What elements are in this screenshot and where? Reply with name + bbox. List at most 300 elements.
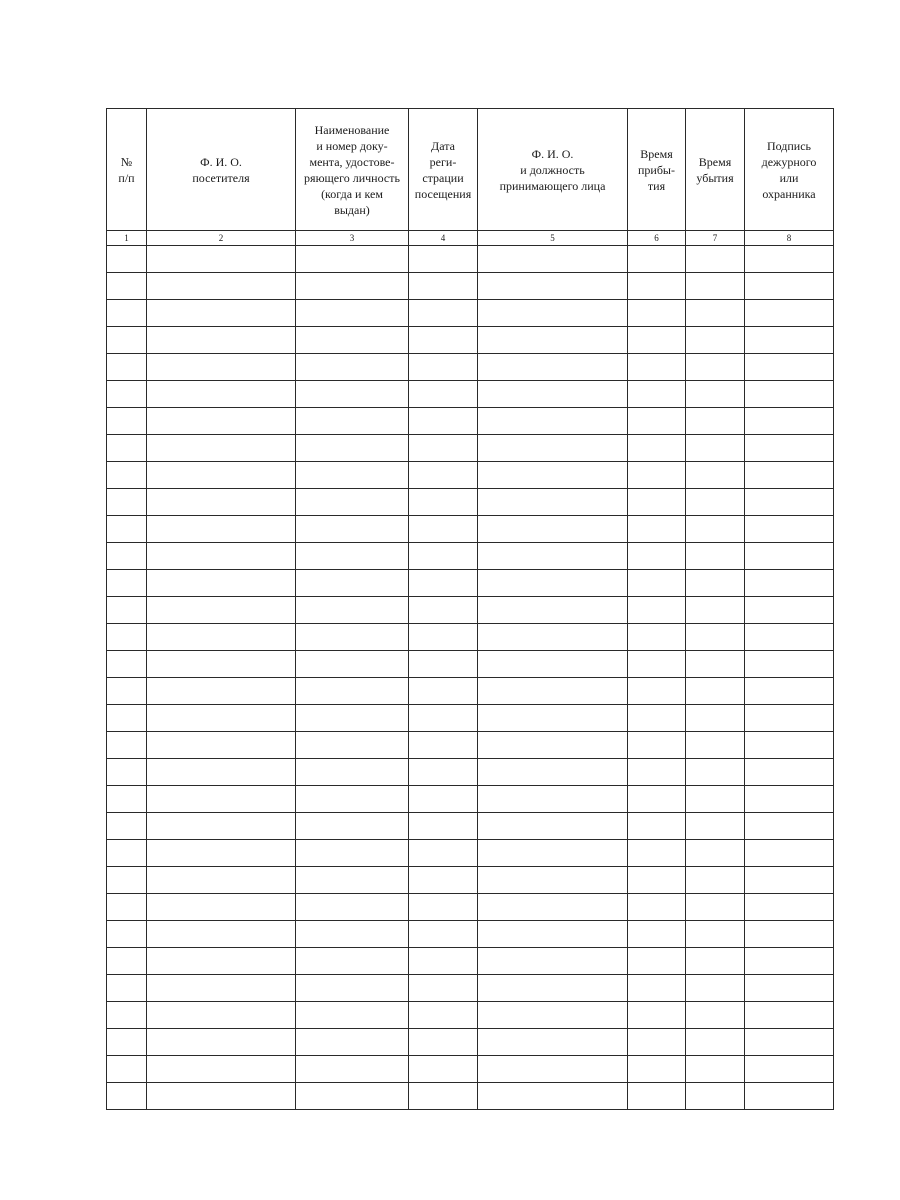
log-cell <box>478 705 628 732</box>
log-cell <box>409 246 478 273</box>
log-cell <box>107 273 147 300</box>
log-row <box>107 840 834 867</box>
log-cell <box>628 381 686 408</box>
log-cell <box>478 327 628 354</box>
log-cell <box>147 1002 296 1029</box>
log-cell <box>628 705 686 732</box>
log-cell <box>478 651 628 678</box>
log-cell <box>745 246 834 273</box>
log-cell <box>628 597 686 624</box>
log-cell <box>107 705 147 732</box>
log-cell <box>745 651 834 678</box>
log-cell <box>478 624 628 651</box>
log-cell <box>745 624 834 651</box>
log-cell <box>409 624 478 651</box>
log-row <box>107 948 834 975</box>
log-cell <box>628 408 686 435</box>
log-cell <box>686 543 745 570</box>
log-cell <box>745 678 834 705</box>
log-cell <box>147 732 296 759</box>
log-cell <box>628 678 686 705</box>
log-cell <box>409 435 478 462</box>
header-cell-visitor-name <box>147 109 296 231</box>
log-cell <box>107 651 147 678</box>
log-cell <box>147 624 296 651</box>
log-cell <box>478 1083 628 1110</box>
log-row <box>107 489 834 516</box>
log-cell <box>478 570 628 597</box>
log-row <box>107 975 834 1002</box>
log-cell <box>628 516 686 543</box>
log-cell <box>745 327 834 354</box>
log-cell <box>745 408 834 435</box>
log-cell <box>628 489 686 516</box>
log-cell <box>147 597 296 624</box>
log-cell <box>478 597 628 624</box>
log-cell <box>107 948 147 975</box>
log-cell <box>409 381 478 408</box>
log-cell <box>296 840 409 867</box>
column-number: 3 <box>296 231 409 246</box>
column-number-row <box>107 231 834 246</box>
log-cell <box>745 273 834 300</box>
log-cell <box>409 462 478 489</box>
log-cell <box>686 516 745 543</box>
column-number: 6 <box>628 231 686 246</box>
log-cell <box>745 975 834 1002</box>
log-cell <box>686 1056 745 1083</box>
log-cell <box>686 489 745 516</box>
header-label-departure-time: Время убытия <box>696 154 734 185</box>
log-cell <box>409 1083 478 1110</box>
log-cell <box>409 516 478 543</box>
log-cell <box>296 624 409 651</box>
log-cell <box>628 273 686 300</box>
log-row <box>107 381 834 408</box>
log-cell <box>296 381 409 408</box>
log-row <box>107 354 834 381</box>
log-cell <box>478 462 628 489</box>
log-cell <box>628 840 686 867</box>
log-row <box>107 1056 834 1083</box>
log-cell <box>628 894 686 921</box>
log-cell <box>745 921 834 948</box>
header-cell-arrival-time <box>628 109 686 231</box>
log-cell <box>147 813 296 840</box>
log-cell <box>296 354 409 381</box>
log-cell <box>107 300 147 327</box>
log-row <box>107 246 834 273</box>
visitor-log-sheet <box>106 108 833 1110</box>
log-cell <box>147 462 296 489</box>
log-cell <box>107 1083 147 1110</box>
log-cell <box>409 813 478 840</box>
log-row <box>107 300 834 327</box>
log-cell <box>478 678 628 705</box>
log-cell <box>296 246 409 273</box>
column-number: 7 <box>686 231 745 246</box>
header-label-visitor-name: Ф. И. О. посетителя <box>192 154 250 185</box>
log-cell <box>147 975 296 1002</box>
log-cell <box>686 624 745 651</box>
log-cell <box>409 543 478 570</box>
log-cell <box>745 732 834 759</box>
log-cell <box>478 408 628 435</box>
log-cell <box>147 435 296 462</box>
log-cell <box>628 1083 686 1110</box>
log-cell <box>296 759 409 786</box>
log-cell <box>628 327 686 354</box>
log-row <box>107 732 834 759</box>
log-cell <box>686 759 745 786</box>
header-cell-index <box>107 109 147 231</box>
log-cell <box>745 786 834 813</box>
log-row <box>107 867 834 894</box>
log-cell <box>686 462 745 489</box>
log-cell <box>686 273 745 300</box>
log-cell <box>107 975 147 1002</box>
log-cell <box>409 354 478 381</box>
log-cell <box>745 543 834 570</box>
log-cell <box>686 705 745 732</box>
log-cell <box>628 1029 686 1056</box>
log-cell <box>686 894 745 921</box>
log-cell <box>107 246 147 273</box>
log-cell <box>409 840 478 867</box>
log-row <box>107 1029 834 1056</box>
log-cell <box>409 570 478 597</box>
log-cell <box>296 867 409 894</box>
log-cell <box>628 462 686 489</box>
log-cell <box>296 1083 409 1110</box>
log-cell <box>296 948 409 975</box>
log-cell <box>296 705 409 732</box>
log-cell <box>478 1056 628 1083</box>
log-cell <box>628 975 686 1002</box>
log-cell <box>296 894 409 921</box>
log-cell <box>147 1056 296 1083</box>
log-cell <box>296 975 409 1002</box>
log-cell <box>478 273 628 300</box>
log-cell <box>478 921 628 948</box>
log-cell <box>107 1056 147 1083</box>
log-cell <box>409 894 478 921</box>
log-cell <box>745 759 834 786</box>
log-cell <box>107 462 147 489</box>
log-cell <box>296 813 409 840</box>
log-cell <box>409 1056 478 1083</box>
log-cell <box>686 597 745 624</box>
log-cell <box>628 867 686 894</box>
log-cell <box>409 300 478 327</box>
log-cell <box>478 543 628 570</box>
log-cell <box>628 651 686 678</box>
log-cell <box>296 921 409 948</box>
log-cell <box>296 489 409 516</box>
log-row <box>107 570 834 597</box>
log-cell <box>628 1002 686 1029</box>
log-cell <box>147 1083 296 1110</box>
header-label-guard-signature: Подпись дежурного или охранника <box>761 138 817 201</box>
log-cell <box>686 381 745 408</box>
log-cell <box>478 867 628 894</box>
log-cell <box>686 948 745 975</box>
log-cell <box>628 543 686 570</box>
header-label-index: № п/п <box>118 154 135 185</box>
log-row <box>107 813 834 840</box>
log-cell <box>478 894 628 921</box>
log-cell <box>478 300 628 327</box>
log-row <box>107 462 834 489</box>
log-cell <box>409 1029 478 1056</box>
log-cell <box>296 462 409 489</box>
log-cell <box>745 570 834 597</box>
log-cell <box>628 354 686 381</box>
log-cell <box>745 354 834 381</box>
log-cell <box>296 273 409 300</box>
log-cell <box>628 1056 686 1083</box>
log-cell <box>628 300 686 327</box>
log-cell <box>296 1056 409 1083</box>
log-row <box>107 651 834 678</box>
log-cell <box>107 489 147 516</box>
header-label-host-name: Ф. И. О. и должность принимающего лица <box>499 146 606 193</box>
log-cell <box>686 354 745 381</box>
log-cell <box>147 327 296 354</box>
log-cell <box>686 840 745 867</box>
log-row <box>107 786 834 813</box>
log-cell <box>745 1056 834 1083</box>
log-cell <box>745 381 834 408</box>
log-cell <box>147 300 296 327</box>
log-cell <box>409 732 478 759</box>
log-cell <box>478 381 628 408</box>
log-cell <box>296 543 409 570</box>
log-cell <box>107 516 147 543</box>
column-number: 1 <box>107 231 147 246</box>
log-cell <box>296 651 409 678</box>
log-cell <box>107 543 147 570</box>
log-cell <box>745 435 834 462</box>
log-cell <box>628 624 686 651</box>
log-cell <box>409 1002 478 1029</box>
log-cell <box>478 975 628 1002</box>
log-cell <box>478 246 628 273</box>
log-cell <box>628 570 686 597</box>
log-cell <box>107 1029 147 1056</box>
log-cell <box>296 1029 409 1056</box>
log-cell <box>409 273 478 300</box>
column-number: 5 <box>478 231 628 246</box>
log-cell <box>409 408 478 435</box>
log-cell <box>478 489 628 516</box>
log-cell <box>745 948 834 975</box>
log-cell <box>745 813 834 840</box>
log-cell <box>107 624 147 651</box>
log-cell <box>686 435 745 462</box>
log-cell <box>686 651 745 678</box>
log-cell <box>147 840 296 867</box>
log-cell <box>478 1029 628 1056</box>
log-cell <box>107 867 147 894</box>
log-cell <box>107 759 147 786</box>
log-row <box>107 327 834 354</box>
header-row <box>107 109 834 231</box>
log-cell <box>296 597 409 624</box>
log-row <box>107 597 834 624</box>
log-cell <box>409 327 478 354</box>
log-cell <box>147 489 296 516</box>
log-cell <box>686 1083 745 1110</box>
log-cell <box>686 246 745 273</box>
log-row <box>107 1083 834 1110</box>
log-cell <box>147 273 296 300</box>
log-cell <box>745 840 834 867</box>
log-cell <box>409 921 478 948</box>
log-cell <box>478 435 628 462</box>
log-cell <box>478 516 628 543</box>
log-cell <box>107 921 147 948</box>
log-row <box>107 921 834 948</box>
log-cell <box>296 678 409 705</box>
log-cell <box>409 759 478 786</box>
log-cell <box>147 786 296 813</box>
header-cell-id-document <box>296 109 409 231</box>
log-cell <box>409 705 478 732</box>
log-cell <box>147 894 296 921</box>
log-cell <box>628 813 686 840</box>
log-cell <box>745 1083 834 1110</box>
log-cell <box>686 300 745 327</box>
log-cell <box>147 705 296 732</box>
log-cell <box>147 381 296 408</box>
log-cell <box>296 570 409 597</box>
log-cell <box>107 786 147 813</box>
header-cell-departure-time <box>686 109 745 231</box>
log-cell <box>686 327 745 354</box>
log-cell <box>745 300 834 327</box>
log-cell <box>745 516 834 543</box>
log-cell <box>745 705 834 732</box>
log-cell <box>628 786 686 813</box>
log-cell <box>745 489 834 516</box>
log-cell <box>478 813 628 840</box>
log-row <box>107 1002 834 1029</box>
log-cell <box>409 786 478 813</box>
column-number: 2 <box>147 231 296 246</box>
log-row <box>107 273 834 300</box>
header-cell-guard-signature <box>745 109 834 231</box>
header-label-visit-date: Дата реги- страции посещения <box>414 138 472 201</box>
log-cell <box>296 732 409 759</box>
log-cell <box>107 1002 147 1029</box>
log-cell <box>686 570 745 597</box>
log-cell <box>745 462 834 489</box>
log-cell <box>478 948 628 975</box>
log-row <box>107 705 834 732</box>
log-cell <box>686 732 745 759</box>
log-row <box>107 624 834 651</box>
log-cell <box>686 975 745 1002</box>
log-cell <box>147 651 296 678</box>
log-cell <box>745 867 834 894</box>
log-cell <box>147 408 296 435</box>
log-cell <box>147 246 296 273</box>
log-cell <box>147 516 296 543</box>
log-cell <box>107 840 147 867</box>
log-cell <box>686 867 745 894</box>
log-row <box>107 543 834 570</box>
log-cell <box>107 732 147 759</box>
log-cell <box>409 867 478 894</box>
header-label-id-document: Наименование и номер доку- мента, удостове- ряющего личность (когда и кем выдан) <box>304 122 400 217</box>
log-cell <box>107 894 147 921</box>
log-cell <box>107 381 147 408</box>
log-cell <box>628 921 686 948</box>
log-cell <box>107 597 147 624</box>
log-cell <box>107 408 147 435</box>
log-row <box>107 894 834 921</box>
log-cell <box>686 408 745 435</box>
header-cell-host-name <box>478 109 628 231</box>
log-cell <box>745 597 834 624</box>
log-cell <box>478 732 628 759</box>
header-label-arrival-time: Время прибы- тия <box>637 146 675 193</box>
log-cell <box>409 678 478 705</box>
log-cell <box>107 813 147 840</box>
log-cell <box>628 435 686 462</box>
log-cell <box>745 1029 834 1056</box>
log-cell <box>628 246 686 273</box>
log-cell <box>296 1002 409 1029</box>
log-cell <box>147 354 296 381</box>
log-cell <box>147 570 296 597</box>
log-cell <box>296 516 409 543</box>
log-cell <box>409 489 478 516</box>
log-cell <box>745 1002 834 1029</box>
log-row <box>107 516 834 543</box>
log-row <box>107 435 834 462</box>
log-row <box>107 408 834 435</box>
log-row <box>107 759 834 786</box>
log-cell <box>296 408 409 435</box>
log-cell <box>147 948 296 975</box>
log-cell <box>147 759 296 786</box>
log-cell <box>628 948 686 975</box>
log-cell <box>107 570 147 597</box>
log-cell <box>147 543 296 570</box>
log-cell <box>478 759 628 786</box>
log-cell <box>478 840 628 867</box>
log-cell <box>686 678 745 705</box>
log-cell <box>686 813 745 840</box>
log-cell <box>686 1029 745 1056</box>
log-cell <box>296 300 409 327</box>
log-cell <box>409 597 478 624</box>
log-cell <box>296 786 409 813</box>
log-cell <box>147 921 296 948</box>
log-cell <box>409 948 478 975</box>
log-cell <box>296 327 409 354</box>
column-number: 4 <box>409 231 478 246</box>
log-cell <box>686 786 745 813</box>
header-cell-visit-date <box>409 109 478 231</box>
log-cell <box>107 435 147 462</box>
log-cell <box>147 1029 296 1056</box>
log-cell <box>107 327 147 354</box>
log-cell <box>686 921 745 948</box>
log-cell <box>409 651 478 678</box>
